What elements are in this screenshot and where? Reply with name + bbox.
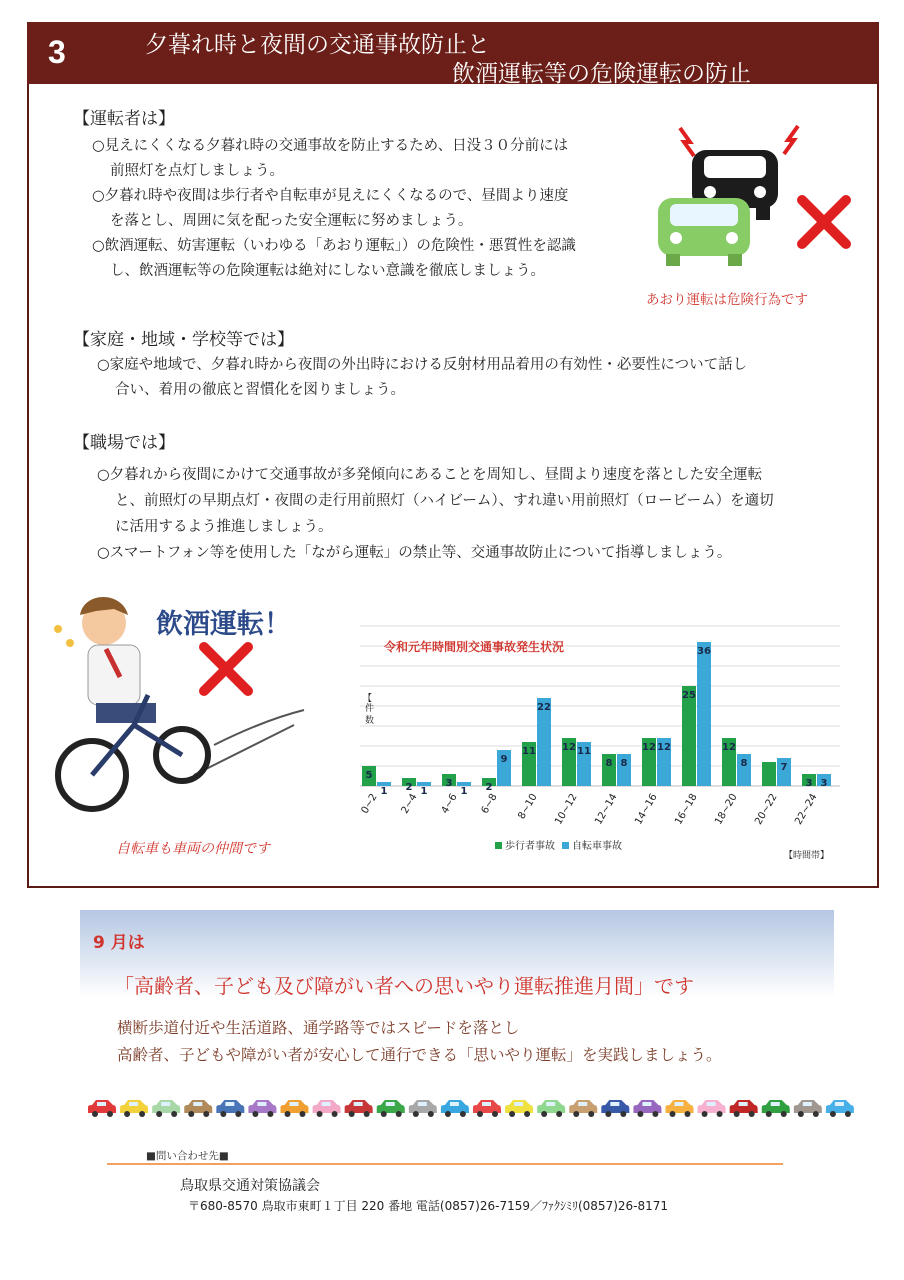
chart-bar: [762, 762, 776, 786]
drivers-line: ○夕暮れ時や夜間は歩行者や自転車が見えにくくなるので、昼間より速度: [92, 188, 569, 204]
organization-address: 〒680-8570 鳥取市東町１丁目 220 番地 電話(0857)26-7159／ﾌｧｸｼﾐﾘ(0857)26-8171: [188, 1199, 669, 1213]
chart-data-label: 1: [380, 786, 388, 797]
chart-xtick-label: 16~18: [673, 792, 700, 827]
anger-mark-right-icon: [784, 126, 798, 154]
chart-data-label: 22: [537, 702, 551, 713]
car-icon: [537, 1100, 565, 1117]
car-icon: [666, 1100, 694, 1117]
chart-xtick-label: 2~4: [399, 792, 420, 816]
community-line: 合い、着用の徹底と習慣化を図りましょう。: [115, 382, 405, 398]
road-rage-caption: あおり運転は危険行為です: [646, 292, 808, 308]
car-icon: [152, 1100, 180, 1117]
accident-chart-svg: [352, 606, 844, 868]
september-line: 横断歩道付近や生活道路、通学路等ではスピードを落とし: [117, 1019, 520, 1037]
section-title-line1: 夕暮れ時と夜間の交通事故防止と: [145, 32, 490, 58]
chart-data-label: 2: [485, 782, 493, 793]
community-line: ○家庭や地域で、夕暮れ時から夜間の外出時における反射材用品着用の有効性・必要性について話し: [97, 357, 748, 373]
anger-mark-left-icon: [680, 128, 694, 156]
chart-data-label: 12: [722, 742, 736, 753]
workplace-heading: 【職場では】: [73, 433, 175, 453]
workplace-line: と、前照灯の早期点灯・夜間の走行用前照灯（ハイビーム）、すれ違い用前照灯（ロービーム）を適切: [115, 493, 774, 509]
workplace-line: ○スマートフォン等を使用した「ながら運転」の禁止等、交通事故防止について指導しましょう。: [97, 545, 732, 561]
legend-label-bicycle: 自転車事故: [572, 841, 622, 852]
car-icon: [441, 1100, 469, 1117]
organization-name: 鳥取県交通対策協議会: [180, 1178, 320, 1194]
cross-mark-icon: [204, 647, 248, 691]
chart-data-label: 8: [740, 758, 748, 769]
chart-data-label: 12: [657, 742, 671, 753]
car-icon: [826, 1100, 854, 1117]
car-icon: [313, 1100, 341, 1117]
chart-data-label: 3: [820, 778, 828, 789]
car-icon: [377, 1100, 405, 1117]
chart-data-label: 8: [620, 758, 628, 769]
drivers-line: し、飲酒運転等の危険運転は絶対にしない意識を徹底しましょう。: [110, 263, 545, 279]
drivers-line: ○飲酒運転、妨害運転（いわゆる「あおり運転」）の危険性・悪質性を認識: [92, 238, 576, 254]
car-icon: [248, 1100, 276, 1117]
september-line: 高齢者、子どもや障がい者が安心して通行できる「思いやり運転」を実践しましょう。: [117, 1046, 722, 1064]
car-icon: [698, 1100, 726, 1117]
chart-data-label: 2: [405, 782, 413, 793]
chart-xtick-label: 4~6: [439, 792, 460, 816]
chart-bar: [682, 686, 696, 786]
workplace-paragraph: [97, 462, 774, 566]
chart-data-label: 11: [522, 746, 536, 757]
footer-divider: [107, 1163, 783, 1165]
community-paragraph: [97, 353, 747, 403]
drivers-line: 前照灯を点灯しましょう。: [110, 163, 284, 179]
legend-swatch-bicycle: [562, 842, 569, 849]
cross-mark-icon: [802, 200, 846, 244]
legend-swatch-pedestrian: [495, 842, 502, 849]
chart-data-label: 3: [445, 778, 453, 789]
car-icon: [601, 1100, 629, 1117]
car-icon: [794, 1100, 822, 1117]
drivers-line: ○見えにくくなる夕暮れ時の交通事故を防止するため、日没３０分前には: [92, 138, 569, 154]
chart-ylabel-bracket-top: 【: [363, 694, 373, 704]
chart-xtick-label: 20~22: [753, 792, 780, 827]
chart-xtick-label: 6~8: [479, 792, 500, 816]
september-body: [117, 1015, 722, 1069]
chart-xlabel: 【時間帯】: [784, 851, 830, 861]
chart-ylabel-char: 数: [365, 716, 375, 726]
accident-chart: [352, 606, 844, 868]
chart-data-label: 5: [365, 770, 373, 781]
chart-bar: [697, 642, 711, 786]
road-rage-illustration: [650, 120, 865, 280]
section-number: 3: [48, 34, 66, 70]
decorative-car-row: [86, 1097, 856, 1119]
drunk-cyclist-illustration: [44, 585, 344, 835]
car-icon: [409, 1100, 437, 1117]
chart-legend: [495, 839, 622, 852]
chart-data-label: 8: [605, 758, 613, 769]
chart-data-label: 3: [805, 778, 813, 789]
chart-xtick-label: 10~12: [553, 792, 580, 827]
car-icon: [730, 1100, 758, 1117]
car-icon: [505, 1100, 533, 1117]
swerve-track-icon: [194, 710, 304, 775]
chart-data-label: 1: [420, 786, 428, 797]
chart-xtick-label: 8~10: [516, 792, 540, 822]
chart-xtick-label: 14~16: [633, 792, 660, 827]
car-icon: [120, 1100, 148, 1117]
bicycle-caption: 自転車も車両の仲間です: [116, 841, 270, 857]
community-heading: 【家庭・地域・学校等では】: [73, 330, 294, 350]
car-icon: [569, 1100, 597, 1117]
car-icon: [281, 1100, 309, 1117]
chart-data-label: 11: [577, 746, 591, 757]
chart-data-label: 25: [682, 690, 696, 701]
chart-xticks: [360, 792, 820, 827]
dizzy-dots-icon: [54, 625, 74, 647]
workplace-line: ○夕暮れから夜間にかけて交通事故が多発傾向にあることを周知し、昼間より速度を落とした安全運転: [97, 467, 763, 483]
chart-bars: [362, 642, 831, 797]
section-title-line2: 飲酒運転等の危険運転の防止: [452, 61, 751, 87]
legend-label-pedestrian: 歩行者事故: [505, 841, 555, 852]
september-title: 「高齢者、子ども及び障がい者への思いやり運転推進月間」です: [114, 974, 694, 998]
car-icon: [184, 1100, 212, 1117]
drunk-driving-title: 飲酒運転！: [156, 609, 291, 640]
contact-label: ■問い合わせ先■: [146, 1150, 229, 1162]
drivers-heading: 【運転者は】: [73, 109, 175, 129]
car-icon: [88, 1100, 116, 1117]
car-icon: [345, 1100, 373, 1117]
car-icon: [633, 1100, 661, 1117]
workplace-line: に活用するよう推進しましょう。: [115, 519, 333, 535]
chart-xtick-label: 12~14: [593, 792, 620, 827]
car-icon: [216, 1100, 244, 1117]
car-icon: [473, 1100, 501, 1117]
chart-data-label: 36: [697, 646, 711, 657]
september-month: 9 月は: [93, 933, 145, 953]
chart-title: 令和元年時間別交通事故発生状況: [384, 640, 565, 654]
chart-ylabel-char: 件: [365, 704, 375, 714]
chart-data-label: 12: [642, 742, 656, 753]
chart-xtick-label: 0~2: [359, 792, 380, 816]
green-car-icon: [658, 198, 750, 266]
chart-data-label: 7: [780, 762, 788, 773]
chart-ylabel: [365, 702, 374, 726]
chart-data-label: 9: [500, 754, 508, 765]
car-icon: [762, 1100, 790, 1117]
drivers-line: を落とし、周囲に気を配った安全運転に努めましょう。: [110, 213, 473, 229]
drivers-paragraph: [92, 134, 576, 284]
chart-data-label: 12: [562, 742, 576, 753]
chart-xtick-label: 18~20: [713, 792, 740, 827]
chart-xtick-label: 22~24: [793, 792, 820, 827]
chart-data-label: 1: [460, 786, 468, 797]
